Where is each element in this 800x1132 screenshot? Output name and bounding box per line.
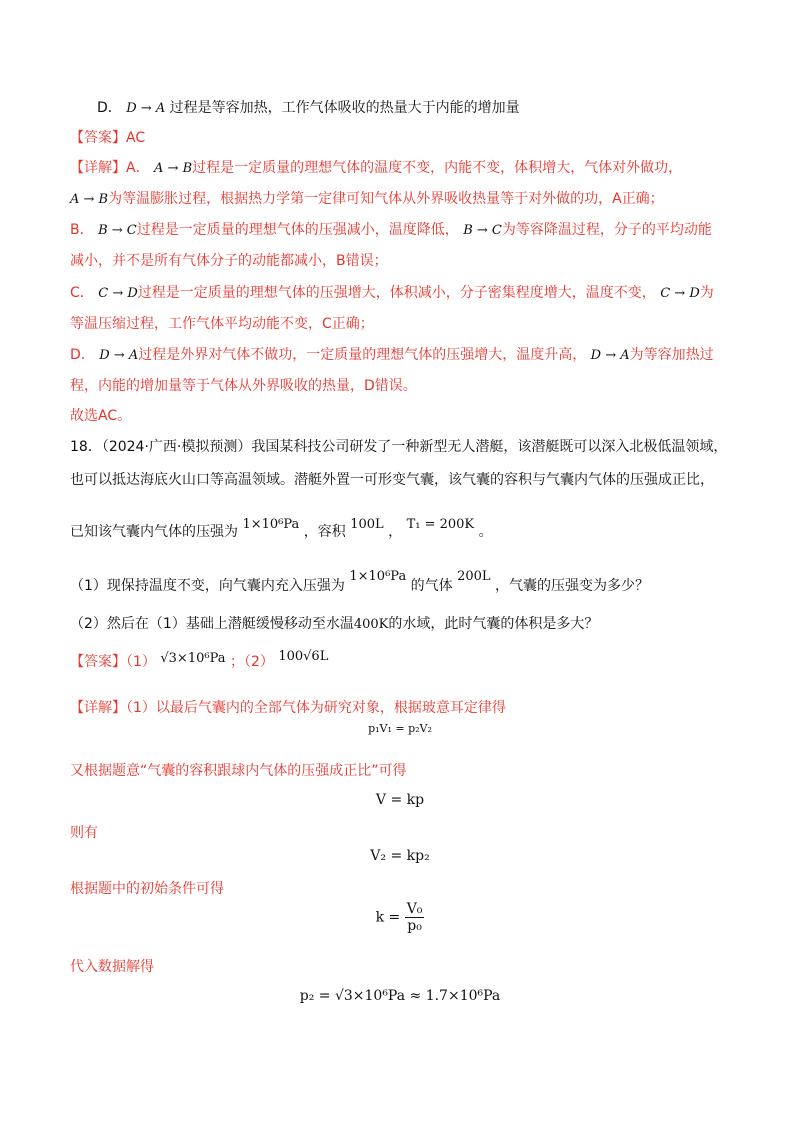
detail-c-text3: 等温压缩过程，工作气体平均动能不变，C正确；: [70, 316, 374, 332]
detail-18-intro-text: （1）以最后气囊内的全部气体为研究对象，根据玻意耳定律得: [126, 700, 506, 716]
question-source: （2024·广西·模拟预测）: [101, 439, 252, 455]
q18-line2: [70, 469, 714, 491]
answer-18: [70, 651, 328, 674]
fraction-denominator: p₀: [407, 918, 422, 934]
sub1-text-c: ，气囊的压强变为多少？: [495, 578, 650, 594]
sub2-text-b: 的水域，此时气囊的体积是多大？: [388, 616, 599, 632]
formula-c-to-d: C → D: [98, 286, 138, 301]
detail-b-text1: 过程是一定质量的理想气体的压强减小，温度降低，: [136, 222, 459, 238]
detail-d-text3: 程，内能的增加量等于气体从外界吸收的热量，D错误。: [70, 378, 417, 394]
option-d-label: D．: [70, 347, 95, 363]
answer-18-sep: ；（2）: [229, 654, 274, 670]
q18-sub1: [70, 569, 650, 598]
detail-17-b-line1: [70, 219, 712, 242]
formula-d-to-a: D → A: [126, 101, 166, 116]
formula-a-to-b: A → B: [154, 161, 193, 176]
detail-a-text1: 过程是一定质量的理想气体的温度不变，内能不变，体积增大，气体对外做功，: [192, 160, 683, 176]
detail-a-text2: 为等温膨胀过程，根据热力学第一定律可知气体从外界吸收热量等于对外做的功，A正确；: [108, 191, 664, 207]
answer-tag: 【答案】: [70, 654, 126, 670]
detail-d-text1: 过程是外界对气体不做功，一定质量的理想气体的压强增大，温度升高，: [138, 347, 587, 363]
detail-c-text2: 为: [699, 285, 714, 301]
detail-17-a-line1: [70, 157, 682, 180]
formula-b-to-c: B → C: [463, 223, 502, 238]
conclusion-text: 故选AC。: [70, 408, 132, 424]
detail-b-text3: 减小，并不是所有气体分子的动能都减小，B错误；: [70, 253, 388, 269]
detail-18-intro: [70, 697, 506, 719]
detail-17-a-line2: [70, 188, 664, 211]
detail-18-text2: 又根据题意“气囊的容积跟球内气体的压强成正比”可得: [70, 763, 407, 779]
detail-17-c-line2: [70, 313, 374, 335]
equation-k: [0, 901, 800, 934]
detail-18-line5: [70, 956, 154, 978]
pressure-p0: 1×10⁶Pa: [242, 517, 300, 532]
temperature-t1: T₁ = 200K: [406, 517, 475, 532]
sub1-pressure: 1×10⁶Pa: [349, 569, 407, 584]
q18-line3: [70, 517, 493, 544]
answer-17: [70, 127, 145, 149]
answer-18-value1: √3×10⁶Pa: [160, 651, 226, 666]
equation-v-kp: V = kp: [375, 792, 425, 808]
detail-18-line3: [70, 822, 98, 844]
answer-value: AC: [126, 130, 146, 146]
option-c-label: C．: [70, 285, 94, 301]
detail-18-text5: 代入数据解得: [70, 959, 154, 975]
q18-text3c: ，: [388, 524, 403, 540]
detail-17-b-line2: [70, 250, 388, 272]
option-a-label: A．: [126, 160, 150, 176]
question-number: 18．: [70, 439, 102, 455]
q18-text3a: 已知该气囊内气体的压强为: [70, 524, 238, 540]
detail-18-text3: 则有: [70, 825, 98, 841]
equation-v2-kp2: V₂ = kp₂: [370, 848, 430, 864]
formula-d-to-a: D → A: [590, 348, 630, 363]
detail-tag: 【详解】: [70, 700, 126, 716]
detail-tag: 【详解】: [70, 160, 126, 176]
option-d: [97, 97, 520, 120]
detail-b-text2: 为等容降温过程，分子的平均动能: [501, 222, 712, 238]
detail-17-conclusion: [70, 405, 131, 427]
sub1-text-a: （1）现保持温度不变，向气囊内充入压强为: [70, 578, 345, 594]
equation-result-p2: p₂ = √3×10⁶Pa ≈ 1.7×10⁶Pa: [299, 988, 501, 1004]
detail-18-line4: [70, 878, 224, 900]
answer-18-value2: 100√6L: [278, 649, 329, 664]
detail-17-c-line1: [70, 282, 714, 305]
detail-18-line2: [70, 760, 407, 782]
q18-line1: [70, 436, 727, 458]
answer-18-part1: （1）: [126, 654, 156, 670]
q18-text2: 也可以抵达海底火山口等高温领域。潜艇外置一可形变气囊，该气囊的容积与气囊内气体的压强成正比，: [70, 472, 714, 488]
q18-text3b: ，容积: [303, 524, 346, 540]
option-b-label: B．: [70, 222, 94, 238]
volume-v0: 100L: [350, 517, 384, 532]
sub2-temperature: 400K: [353, 617, 389, 632]
formula-b-to-c: B → C: [98, 223, 137, 238]
sub1-volume: 200L: [457, 569, 491, 584]
q18-text1: 我国某科技公司研发了一种新型无人潜艇，该潜艇既可以深入北极低温领域，: [251, 439, 728, 455]
q18-sub2: [70, 613, 598, 636]
detail-18-text4: 根据题中的初始条件可得: [70, 881, 224, 897]
option-d-text: 过程是等容加热，工作气体吸收的热量大于内能的增加量: [169, 100, 520, 116]
formula-c-to-d: C → D: [660, 286, 700, 301]
fraction: [405, 901, 425, 934]
sub1-text-b: 的气体: [410, 578, 453, 594]
fraction-numerator: V₀: [406, 901, 423, 917]
formula-d-to-a: D → A: [99, 348, 139, 363]
equation-boyle: p₁V₁ = p₂V₂: [368, 722, 432, 735]
equation-k-lhs: k =: [375, 909, 401, 926]
sub2-text-a: （2）然后在（1）基础上潜艇缓慢移动至水温: [70, 616, 354, 632]
detail-c-text1: 过程是一定质量的理想气体的压强增大，体积减小，分子密集程度增大，温度不变，: [137, 285, 656, 301]
formula-a-to-b: A → B: [70, 192, 109, 207]
answer-tag: 【答案】: [70, 130, 126, 146]
detail-d-text2: 为等容加热过: [629, 347, 714, 363]
detail-17-d-line2: [70, 375, 417, 397]
option-d-label: D．: [97, 100, 122, 116]
detail-17-d-line1: [70, 344, 714, 367]
q18-text3d: 。: [478, 524, 493, 540]
